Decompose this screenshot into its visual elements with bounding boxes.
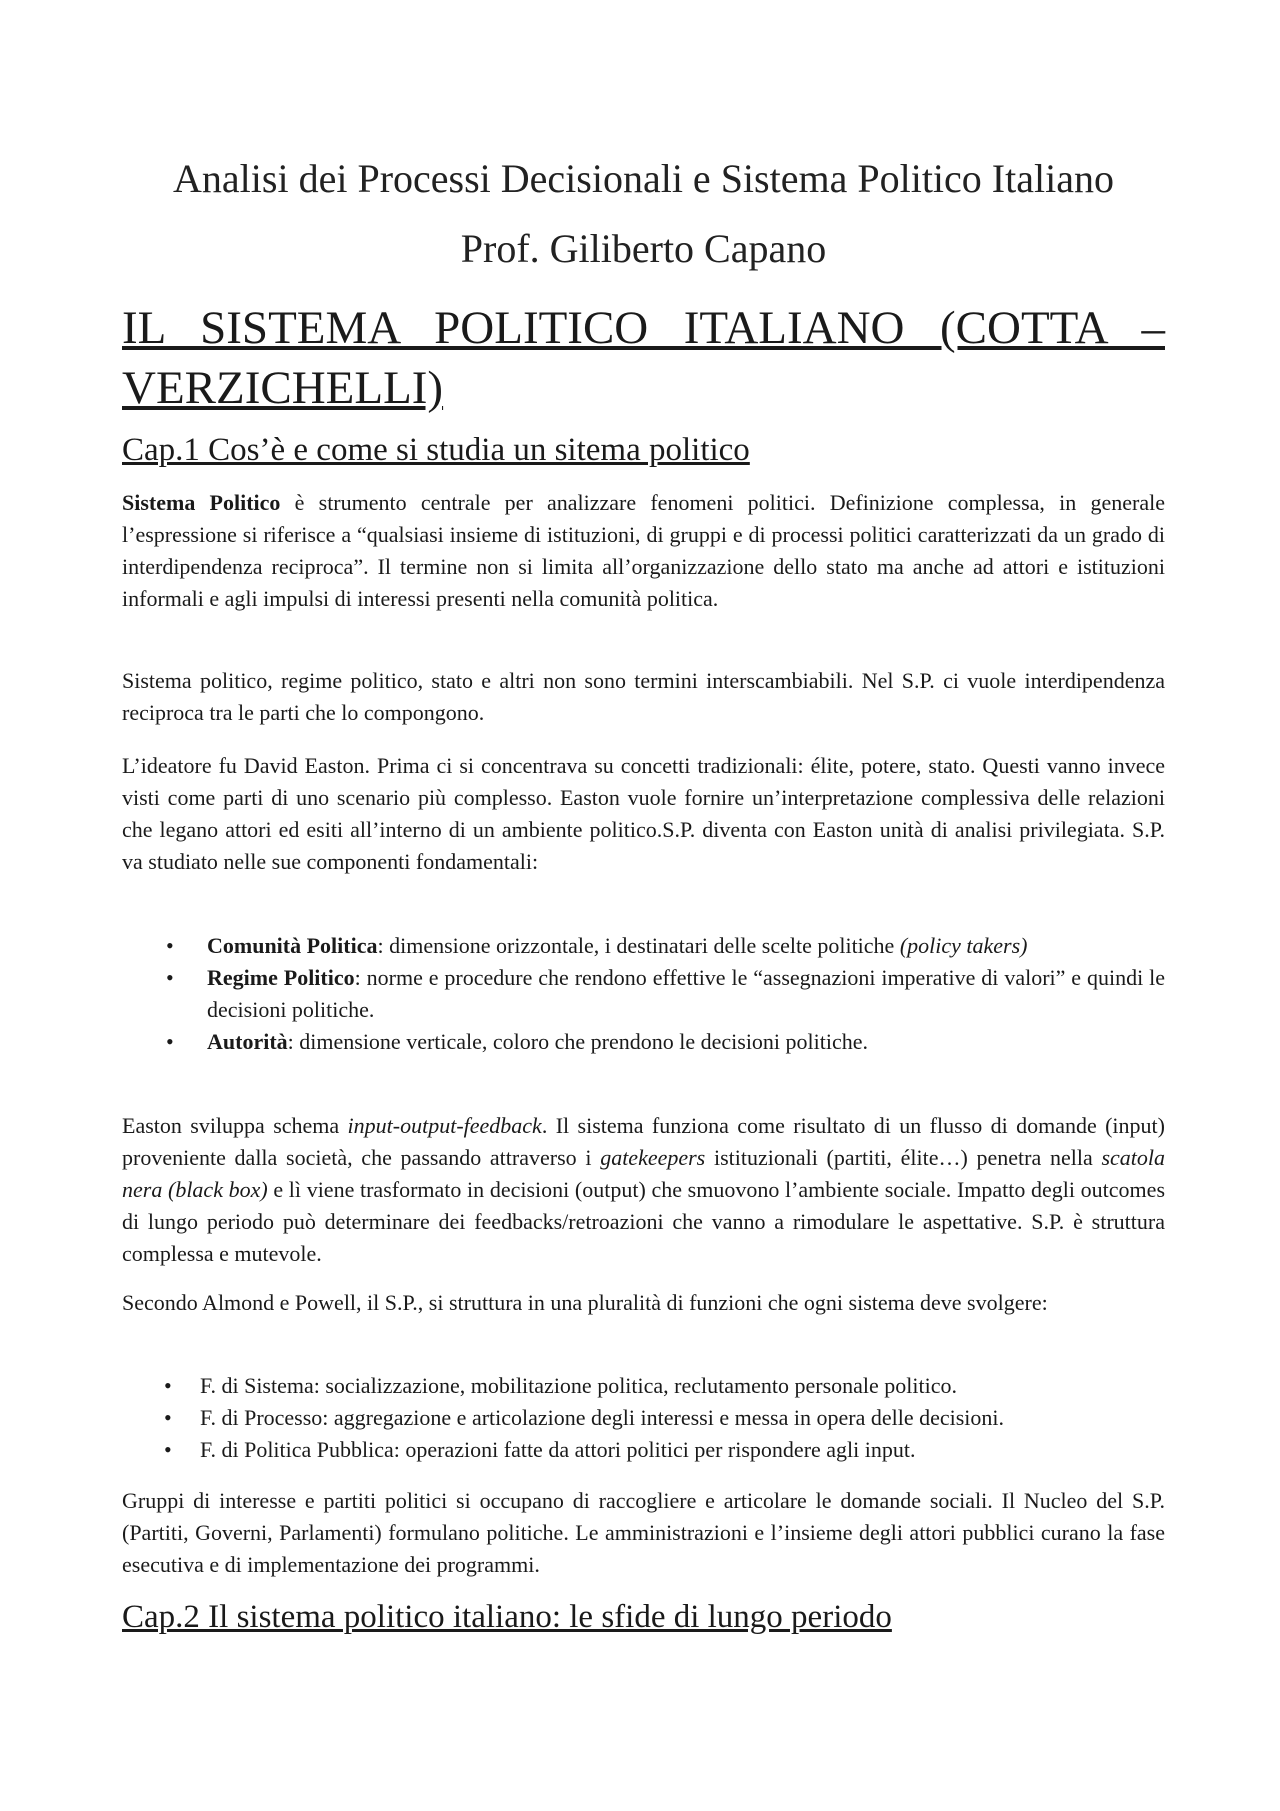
- paragraph-1: [122, 487, 1165, 615]
- paragraph-4: [122, 1110, 1165, 1270]
- bullet-icon: •: [164, 1437, 172, 1462]
- p4-text-d: e lì viene trasformato in decisioni (output) che smuovono l’ambiente sociale. Impatto degli outcomes di lungo periodo può determinare dei feedbacks/retroazioni che vanno a rimodulare le aspettative. S.P. è struttura complessa e mutevole.: [122, 1177, 1165, 1266]
- bullet-icon: •: [164, 1373, 172, 1398]
- bullet-icon: •: [166, 1029, 174, 1054]
- list-item-italic: (policy takers): [899, 933, 1028, 958]
- list-item-text: : norme e procedure che rendono effettive le “assegnazioni imperative di valori” e quindi le decisioni politiche.: [207, 965, 1165, 1022]
- paragraph-3: L’ideatore fu David Easton. Prima ci si concentrava su concetti tradizionali: élite, potere, stato. Questi vanno invece visti come parti di uno scenario più complesso. Easton vuole fornire un’interpretazione complessiva delle relazioni che legano attori ed esiti all’interno di un ambiente politico.S.P. diventa con Easton unità di analisi privilegiata. S.P. va studiato nelle sue componenti fondamentali:: [122, 753, 1165, 874]
- chapter-2-heading: Cap.2 Il sistema politico italiano: le sfide di lungo periodo: [122, 1599, 892, 1635]
- list-item: [122, 1370, 1165, 1402]
- paragraph-1-text: è strumento centrale per analizzare fenomeni politici. Definizione complessa, in generale l’espressione si riferisce a “qualsiasi insieme di istituzioni, di gruppi e di processi politici caratterizzati da un grado di interdipendenza reciproca”. Il termine non si limita all’organizzazione dello stato ma anche ad attori e istituzioni informali e agli impulsi di interessi presenti nella comunità politica.: [122, 490, 1165, 611]
- document-subtitle: Prof. Giliberto Capano: [460, 226, 827, 271]
- main-heading: IL SISTEMA POLITICO ITALIANO (COTTA – VERZICHELLI): [122, 302, 1165, 414]
- list-item-bold: Regime Politico: [207, 965, 355, 990]
- list-item: [122, 1402, 1165, 1434]
- p4-italic-2: gatekeepers: [600, 1145, 706, 1170]
- paragraph-6: Gruppi di interesse e partiti politici si occupano di raccogliere e articolare le domande sociali. Il Nucleo del S.P. (Partiti, Governi, Parlamenti) formulano politiche. Le amministrazioni e l’insieme degli attori pubblici curano la fase esecutiva e di implementazione dei programmi.: [122, 1488, 1165, 1577]
- list-item-text: : dimensione orizzontale, i destinatari delle scelte politiche: [377, 933, 900, 958]
- list-item: [122, 1026, 1165, 1058]
- p4-text-a: Easton sviluppa schema: [122, 1113, 348, 1138]
- p4-text-b: . Il sistema funziona come risultato di un flusso di domande (input) proveniente dalla società, che passando attraverso i: [122, 1113, 1165, 1170]
- list-item: [122, 962, 1165, 1026]
- paragraph-5: Secondo Almond e Powell, il S.P., si struttura in una pluralità di funzioni che ogni sistema deve svolgere:: [122, 1290, 1048, 1315]
- document-title: Analisi dei Processi Decisionali e Sistema Politico Italiano: [173, 156, 1114, 201]
- list-item: [122, 1434, 1165, 1466]
- p4-text-c: istituzionali (partiti, élite…) penetra nella: [705, 1145, 1102, 1170]
- functions-list: [122, 1370, 1165, 1466]
- p4-italic-3: scatola nera (black box): [122, 1145, 1165, 1202]
- bullet-icon: •: [166, 965, 174, 990]
- p4-italic-1: input-output-feedback: [347, 1113, 542, 1138]
- paragraph-2: Sistema politico, regime politico, stato e altri non sono termini interscambiabili. Nel S.P. ci vuole interdipendenza reciproca tra le parti che lo compongono.: [122, 668, 1165, 725]
- components-list: [122, 930, 1165, 1058]
- bullet-icon: •: [164, 1405, 172, 1430]
- paragraph-1-bold: Sistema Politico: [122, 490, 281, 515]
- list-item-text: F. di Processo: aggregazione e articolazione degli interessi e messa in opera delle decisioni.: [200, 1405, 1005, 1430]
- list-item: [122, 930, 1165, 962]
- list-item-text: : dimensione verticale, coloro che prendono le decisioni politiche.: [287, 1029, 869, 1054]
- list-item-bold: Autorità: [207, 1029, 288, 1054]
- list-item-bold: Comunità Politica: [207, 933, 378, 958]
- list-item-text: F. di Politica Pubblica: operazioni fatte da attori politici per rispondere agli input.: [200, 1437, 916, 1462]
- list-item-text: F. di Sistema: socializzazione, mobilitazione politica, reclutamento personale politico.: [200, 1373, 958, 1398]
- bullet-icon: •: [166, 933, 174, 958]
- chapter-1-heading: Cap.1 Cos’è e come si studia un sitema politico: [122, 432, 750, 468]
